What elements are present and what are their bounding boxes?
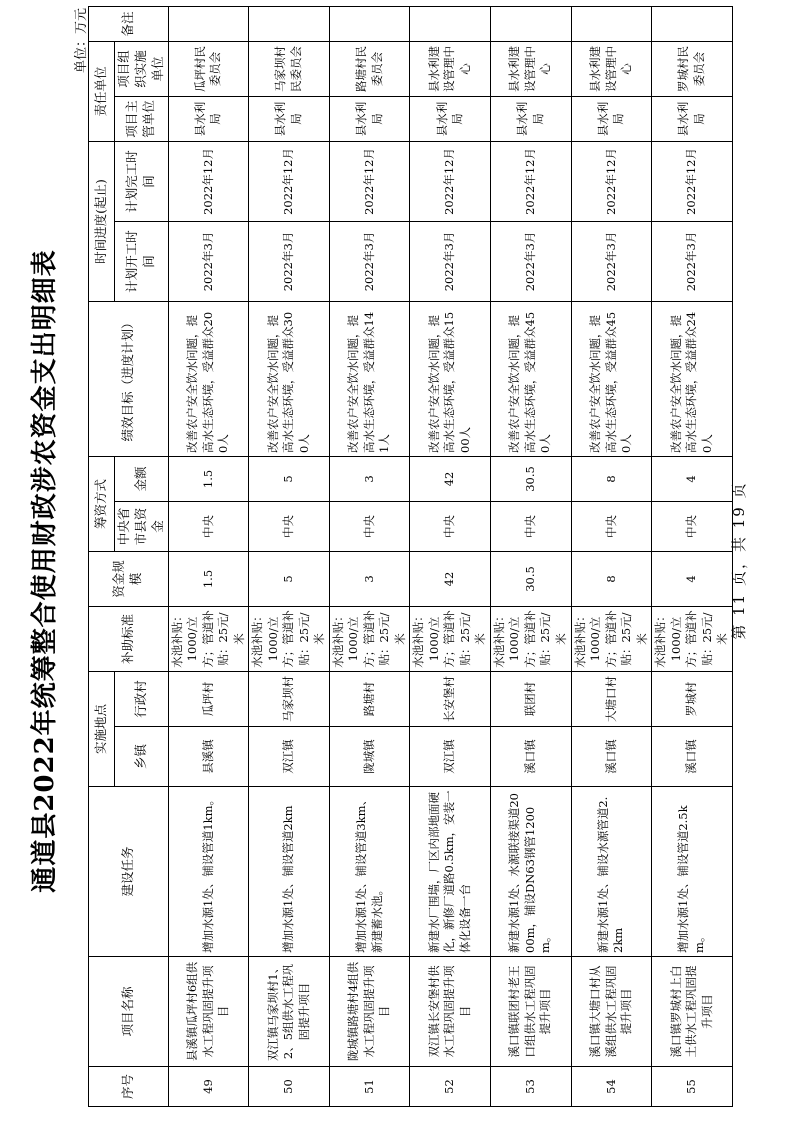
supervisor-cell: 县水利局 [329, 96, 410, 141]
header-funding: 筹资方式 [89, 456, 115, 551]
remark-cell [249, 6, 330, 41]
table-row [652, 6, 733, 1106]
goal-cell: 改善农户安全饮水问题，提高水生态环境，受益群众450人 [571, 301, 652, 456]
end-cell: 2022年12月 [490, 141, 571, 221]
scale-cell: 4 [652, 551, 733, 606]
header-amount: 金额 [115, 456, 169, 501]
scale-cell: 42 [410, 551, 491, 606]
start-cell: 2022年3月 [410, 221, 491, 301]
subsidy-cell: 水池补贴：1000/立方；管道补贴：25元/米 [329, 606, 410, 671]
unit-label: 单位：万元 [74, 8, 89, 74]
start-cell: 2022年3月 [249, 221, 330, 301]
header-goal: 绩效目标（进度计划） [89, 301, 169, 456]
scale-cell: 1.5 [168, 551, 249, 606]
project-name-cell: 双江镇马家坝村1、2、5组供水工程巩固提升项目 [249, 957, 330, 1067]
project-name-cell: 县溪镇瓜坪村6组供水工程巩固提升项目 [168, 957, 249, 1067]
table-row [168, 6, 249, 1106]
seq-cell: 49 [168, 1067, 249, 1107]
amount-cell: 1.5 [168, 456, 249, 501]
implementer-cell: 县水利建设管理中心 [490, 41, 571, 96]
implementer-cell: 县水利建设管理中心 [410, 41, 491, 96]
goal-cell: 改善农户安全饮水问题，提高水生态环境，受益群众450人 [490, 301, 571, 456]
implementer-cell: 罗城村民委员会 [652, 41, 733, 96]
seq-cell: 52 [410, 1067, 491, 1107]
end-cell: 2022年12月 [571, 141, 652, 221]
project-name-cell: 溪口镇大塘口村从溪组供水工程巩固提升项目 [571, 957, 652, 1067]
project-name-cell: 陇城镇路塘村4组供水工程巩固提升项目 [329, 957, 410, 1067]
amount-cell: 30.5 [490, 456, 571, 501]
table-row [329, 6, 410, 1106]
township-cell: 陇城镇 [329, 727, 410, 787]
header-project-name: 项目名称 [89, 957, 169, 1067]
supervisor-cell: 县水利局 [410, 96, 491, 141]
expenditure-table [88, 6, 733, 1107]
project-name-cell: 溪口镇罗城村上白土供水工程巩固提升项目 [652, 957, 733, 1067]
task-cell: 新建水厂围墙，厂区内部地面硬化，新修厂道路0.5km，安装一体化设备一台 [410, 787, 491, 957]
township-cell: 县溪镇 [168, 727, 249, 787]
supervisor-cell: 县水利局 [249, 96, 330, 141]
amount-cell: 8 [571, 456, 652, 501]
goal-cell: 改善农户安全饮水问题，提高水生态环境，受益群众1500人 [410, 301, 491, 456]
supervisor-cell: 县水利局 [652, 96, 733, 141]
source-cell: 中央 [410, 501, 491, 551]
task-cell: 新建水源1处、水源联接渠道2000m，铺设DN63钢管1200m。 [490, 787, 571, 957]
implementer-cell: 路塘村民委员会 [329, 41, 410, 96]
end-cell: 2022年12月 [168, 141, 249, 221]
village-cell: 路塘村 [329, 671, 410, 726]
subsidy-cell: 水池补贴：1000/立方；管道补贴：25元/米 [571, 606, 652, 671]
header-subsidy: 补助标准 [89, 606, 169, 671]
header-seq: 序号 [89, 1067, 169, 1107]
header-remarks: 备注 [89, 6, 169, 41]
source-cell: 中央 [652, 501, 733, 551]
amount-cell: 42 [410, 456, 491, 501]
seq-cell: 54 [571, 1067, 652, 1107]
start-cell: 2022年3月 [571, 221, 652, 301]
header-supervisor: 项目主管单位 [115, 96, 169, 141]
table-row [490, 6, 571, 1106]
header-construction: 建设任务 [89, 787, 169, 957]
subsidy-cell: 水池补贴：1000/立方；管道补贴：25元/米 [410, 606, 491, 671]
header-fund-source: 中央省市县资金 [115, 501, 169, 551]
implementer-cell: 瓜坪村民委员会 [168, 41, 249, 96]
header-start: 计划开工时间 [115, 221, 169, 301]
project-name-cell: 溪口镇联团村老王口组供水工程巩固提升项目 [490, 957, 571, 1067]
end-cell: 2022年12月 [410, 141, 491, 221]
header-location: 实施地点 [89, 671, 115, 786]
start-cell: 2022年3月 [329, 221, 410, 301]
end-cell: 2022年12月 [329, 141, 410, 221]
township-cell: 溪口镇 [490, 727, 571, 787]
supervisor-cell: 县水利局 [571, 96, 652, 141]
subsidy-cell: 水池补贴：1000/立方；管道补贴：25元/米 [168, 606, 249, 671]
seq-cell: 51 [329, 1067, 410, 1107]
task-cell: 增加水源1处、铺设管道2km [249, 787, 330, 957]
subsidy-cell: 水池补贴：1000/立方；管道补贴：25元/米 [652, 606, 733, 671]
start-cell: 2022年3月 [490, 221, 571, 301]
township-cell: 双江镇 [249, 727, 330, 787]
task-cell: 增加水源1处、铺设管道1km。 [168, 787, 249, 957]
township-cell: 双江镇 [410, 727, 491, 787]
header-village: 行政村 [115, 671, 169, 726]
subsidy-cell: 水池补贴：1000/立方；管道补贴：25元/米 [249, 606, 330, 671]
task-cell: 新建水源1处、铺设水源管道2.2km [571, 787, 652, 957]
remark-cell [410, 6, 491, 41]
amount-cell: 5 [249, 456, 330, 501]
village-cell: 瓜坪村 [168, 671, 249, 726]
seq-cell: 55 [652, 1067, 733, 1107]
start-cell: 2022年3月 [652, 221, 733, 301]
remark-cell [329, 6, 410, 41]
seq-cell: 53 [490, 1067, 571, 1107]
header-responsibility: 责任单位 [89, 41, 115, 141]
page-footer: 第 11 页，共 19 页 [730, 481, 748, 640]
header-implementer: 项目组织实施单位 [115, 41, 169, 96]
start-cell: 2022年3月 [168, 221, 249, 301]
village-cell: 马家坝村 [249, 671, 330, 726]
seq-cell: 50 [249, 1067, 330, 1107]
remark-cell [490, 6, 571, 41]
table-row [410, 6, 491, 1106]
township-cell: 溪口镇 [571, 727, 652, 787]
remark-cell [652, 6, 733, 41]
task-cell: 增加水源1处、铺设管道3km、新建蓄水池。 [329, 787, 410, 957]
scale-cell: 30.5 [490, 551, 571, 606]
goal-cell: 改善农户安全饮水问题，提高水生态环境，受益群众200人 [168, 301, 249, 456]
amount-cell: 3 [329, 456, 410, 501]
project-name-cell: 双江镇长安堡村供水工程巩固提升项目 [410, 957, 491, 1067]
supervisor-cell: 县水利局 [168, 96, 249, 141]
source-cell: 中央 [490, 501, 571, 551]
remark-cell [571, 6, 652, 41]
header-scale: 资金规模 [89, 551, 169, 606]
village-cell: 联团村 [490, 671, 571, 726]
header-end: 计划完工时间 [115, 141, 169, 221]
scale-cell: 8 [571, 551, 652, 606]
implementer-cell: 马家坝村民委员会 [249, 41, 330, 96]
page-title: 通道县2022年统筹整合使用财政涉农资金支出明细表 [30, 249, 60, 893]
scale-cell: 5 [249, 551, 330, 606]
township-cell: 溪口镇 [652, 727, 733, 787]
village-cell: 罗城村 [652, 671, 733, 726]
goal-cell: 改善农户安全饮水问题，提高水生态环境，受益群众141人 [329, 301, 410, 456]
village-cell: 大塘口村 [571, 671, 652, 726]
end-cell: 2022年12月 [652, 141, 733, 221]
source-cell: 中央 [249, 501, 330, 551]
table-header [89, 6, 169, 1106]
table-row [571, 6, 652, 1106]
amount-cell: 4 [652, 456, 733, 501]
goal-cell: 改善农户安全饮水问题，提高水生态环境，受益群众300人 [249, 301, 330, 456]
implementer-cell: 县水利建设管理中心 [571, 41, 652, 96]
table-row [249, 6, 330, 1106]
header-township: 乡镇 [115, 727, 169, 787]
header-schedule: 时间进度(起止) [89, 141, 115, 301]
remark-cell [168, 6, 249, 41]
task-cell: 增加水源1处、铺设管道2.5km。 [652, 787, 733, 957]
source-cell: 中央 [168, 501, 249, 551]
goal-cell: 改善农户安全饮水问题，提高水生态环境，受益群众240人 [652, 301, 733, 456]
source-cell: 中央 [571, 501, 652, 551]
village-cell: 长安堡村 [410, 671, 491, 726]
source-cell: 中央 [329, 501, 410, 551]
subsidy-cell: 水池补贴：1000/立方；管道补贴：25元/米 [490, 606, 571, 671]
end-cell: 2022年12月 [249, 141, 330, 221]
scale-cell: 3 [329, 551, 410, 606]
supervisor-cell: 县水利局 [490, 96, 571, 141]
